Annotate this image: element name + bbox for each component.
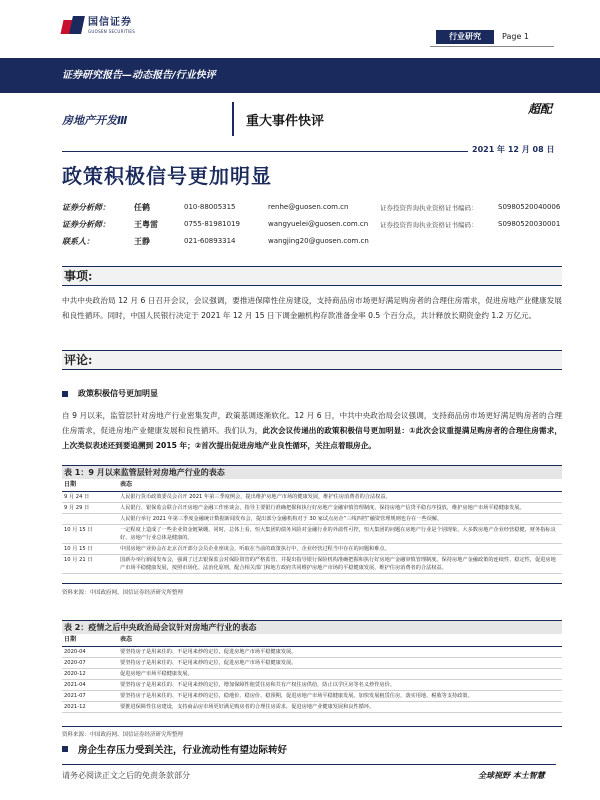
footer-slogan: 全球视野 本土智慧 (478, 771, 545, 780)
analyst-row (62, 236, 562, 253)
cell-content: 促进房地产市场平稳健康发展。 (118, 669, 562, 680)
table-header-row (62, 634, 562, 647)
sector-divider (232, 102, 234, 136)
analyst-license-label: 证券投资咨询执业资格证书编码： (380, 204, 478, 212)
analyst-row (62, 219, 562, 236)
cell-content: 人民银行、银保监会联合召开房地产金融工作座谈会，指导主要银行准确把握和执行好房地产金融审慎管理制度，保持房地产信贷平稳有序投放，维护房地产市场平稳健康发展。 (118, 503, 562, 514)
analyst-email[interactable]: wangjing20@guosen.com.cn (268, 237, 369, 245)
cell-content: 要坚持房子是用来住的、不是用来炒的定位，促进房地产市场平稳健康发展。 (118, 647, 562, 658)
table-row (62, 658, 562, 669)
table-row (62, 691, 562, 702)
analyst-name: 王静 (134, 237, 150, 246)
cell-date: 2021-07 (62, 691, 118, 702)
cell-content: 中国房地产业协会在北京召开部分会员企业座谈会，听取在当前的政策执行中，企业经营过程当中存在的问题和难点。 (118, 544, 562, 555)
report-category-tag: 行业研究 (436, 30, 494, 44)
analyst-license: S0980520040006 (498, 203, 561, 211)
table-row (62, 525, 562, 544)
table-row (62, 514, 562, 525)
cell-date: 2020-12 (62, 669, 118, 680)
sector-label: 房地产开发Ⅲ (62, 114, 128, 127)
table1 (62, 479, 562, 574)
cell-date: 9 月 29 日 (62, 503, 118, 514)
table-row (62, 702, 562, 713)
report-type: 重大事件快评 (246, 114, 325, 129)
cell-content: 要推进保障性住房建设，支持商品房市场更好满足购房者的合理住房需求，促进房地产业健康发展和良性循环。 (118, 702, 562, 713)
cell-content: 一定程度上造成了一些企业资金链紧绷，同时，总体上看，恒大集团的债务风险对金融行业的外溢性可控，恒大集团的问题在房地产行业是个别现象，大多数房地产企业经营稳健，财务指标良好，房地产行业总体是健康的。 (118, 525, 562, 544)
analyst-phone: 0755-81981019 (184, 220, 240, 228)
comment-paragraph (62, 408, 562, 453)
col-content-header: 表态 (118, 479, 562, 492)
analyst-email[interactable]: renhe@guosen.com.cn (268, 203, 349, 211)
cell-date: 2020-07 (62, 658, 118, 669)
table2-title: 表 2：疫情之后中央政治局会议针对房地产行业的表态 (62, 620, 562, 634)
disclaimer-notice: 请务必阅读正文之后的免责条款部分 (62, 771, 190, 780)
table-row (62, 647, 562, 658)
logo-name-en: GUOSEN SECURITIES (88, 29, 136, 34)
table-row (62, 555, 562, 574)
analyst-row (62, 202, 562, 219)
comment-heading: 评论: (62, 350, 562, 370)
table2-bottom-rule (62, 726, 562, 727)
analyst-name: 王粤雷 (134, 220, 158, 229)
cell-date: 2021-04 (62, 680, 118, 691)
table-row (62, 680, 562, 691)
bullet-heading (62, 388, 158, 399)
cell-content: 人民银行举行 2021 年第三季度金融统计数据新闻发布会，提出部分金融机构对于 30 家试点房企“三线四档”融资管理规则也存在一些误解， (118, 514, 562, 525)
header-divider (430, 46, 554, 47)
analyst-license: S0980520030001 (498, 220, 561, 228)
cell-content: 要坚持房子是用来住的、不是用来炒的定位，促进房地产市场平稳健康发展。 (118, 658, 562, 669)
cell-content: 国新办举行新闻发布会，强调了过去银保监会对保险资管的严格监管，并提出指导银行保险机构准确把握和执行好房地产金融审慎管理制度。保持房地产金融政策的连续性、稳定性，促进房地产市场平稳健康发展，按照市场化、法治化原则，配合相关部门和地方政府共同维护房地产市场的平稳健康发展，维护住房消费者的合法权益。 (118, 555, 562, 574)
bullet-text: 房企生存压力受到关注，行业流动性有望边际转好 (78, 745, 288, 756)
logo-mark-icon (62, 16, 84, 36)
table1-source: 资料来源：中国政府网、国信证券经济研究所整理 (62, 590, 184, 596)
comment-emphasis: 此次会议传递出的政策积极信号更加明显：①此次会议重提满足购房者的合理住房需求，上次类似表述还到要追溯到 2015 年；②首次提出促进房地产业良性循环，关注点着眼房企。 (62, 426, 562, 450)
col-content-header: 表态 (118, 634, 562, 647)
rating-badge: 超配 (528, 102, 553, 116)
table-header-row (62, 479, 562, 492)
square-bullet-icon (62, 391, 68, 397)
analyst-role: 证券分析师： (62, 220, 110, 229)
col-date-header: 日期 (62, 634, 118, 647)
bullet-text: 政策积极信号更加明显 (78, 389, 158, 398)
banner-text: 证券研究报告—动态报告/行业快评 (62, 70, 216, 81)
cell-date: 2021-12 (62, 702, 118, 713)
table-row (62, 492, 562, 503)
events-text: 中共中央政治局 12 月 6 日召开会议，会议强调，要推进保障性住房建设，支持商品房市场更好满足购房者的合理住房需求，促进房地产业健康发展和良性循环。同时，中国人民银行决定于 2021 年 12 月 15 日下调金融机构存款准备金率 0.5 个百分点，共计释放长期资金约 1.2 万亿元。 (62, 296, 562, 320)
cell-date: 10 月 21 日 (62, 555, 118, 574)
date-divider (62, 151, 468, 152)
bullet-heading (62, 742, 287, 756)
table2 (62, 634, 562, 713)
analyst-role: 证券分析师： (62, 203, 110, 212)
analyst-email[interactable]: wangyuelei@guosen.com.cn (268, 220, 369, 228)
square-bullet-icon (62, 746, 68, 752)
analyst-license-label: 证券投资咨询执业资格证书编码： (380, 221, 478, 229)
events-heading: 事项: (62, 266, 562, 286)
analyst-phone: 010-88005315 (184, 203, 236, 211)
analyst-list (62, 202, 562, 253)
logo-name-cn: 国信证券 (88, 17, 132, 28)
cell-content: 要坚持房子是用来住的、不是用来炒的定位，增加保障性租赁住房和共有产权住房供给，防止以学区房等名义炒作房价。 (118, 680, 562, 691)
comment-text: 自 9 月以来，监管层针对房地产行业密集发声，政策基调逐渐软化。12 月 6 日，中共中央政治局会议强调，支持商品房市场更好满足购房者的合理住房需求，促进房地产业健康发展和良性循环。我们认为， (62, 411, 562, 435)
cell-date: 2020-04 (62, 647, 118, 658)
report-date: 2021 年 12 月 08 日 (472, 145, 555, 154)
analyst-phone: 021-60893314 (184, 237, 236, 245)
company-logo (62, 14, 182, 38)
table-row (62, 669, 562, 680)
col-date-header: 日期 (62, 479, 118, 492)
table-row (62, 544, 562, 555)
analyst-name: 任鹤 (134, 203, 150, 212)
cell-date: 9 月 24 日 (62, 492, 118, 503)
table-row (62, 503, 562, 514)
table2-source: 资料来源：中国政府网、国信证券经济研究所整理 (62, 732, 184, 738)
footer-divider (62, 764, 556, 765)
analyst-role: 联系人： (62, 237, 94, 246)
cell-date: 10 月 15 日 (62, 544, 118, 555)
cell-date: 10 月 15 日 (62, 525, 118, 544)
cell-date (62, 514, 118, 525)
cell-content: 人民银行货币政策委员会召开 2021 年第三季度例会，提出维护房地产市场的健康发展，维护住房消费者的合法权益。 (118, 492, 562, 503)
page-number: Page 1 (502, 32, 529, 41)
table1-bottom-rule (62, 583, 562, 584)
table1-title: 表 1：9 月以来监管层针对房地产行业的表态 (62, 465, 562, 479)
cell-content: 要坚持房子是用来住的、不是用来炒的定位，稳地价、稳房价、稳预期，促进房地产市场平稳健康发展。加快发展租赁住房，落实用地、税收等支持政策。 (118, 691, 562, 702)
page-title: 政策积极信号更加明显 (62, 164, 272, 188)
